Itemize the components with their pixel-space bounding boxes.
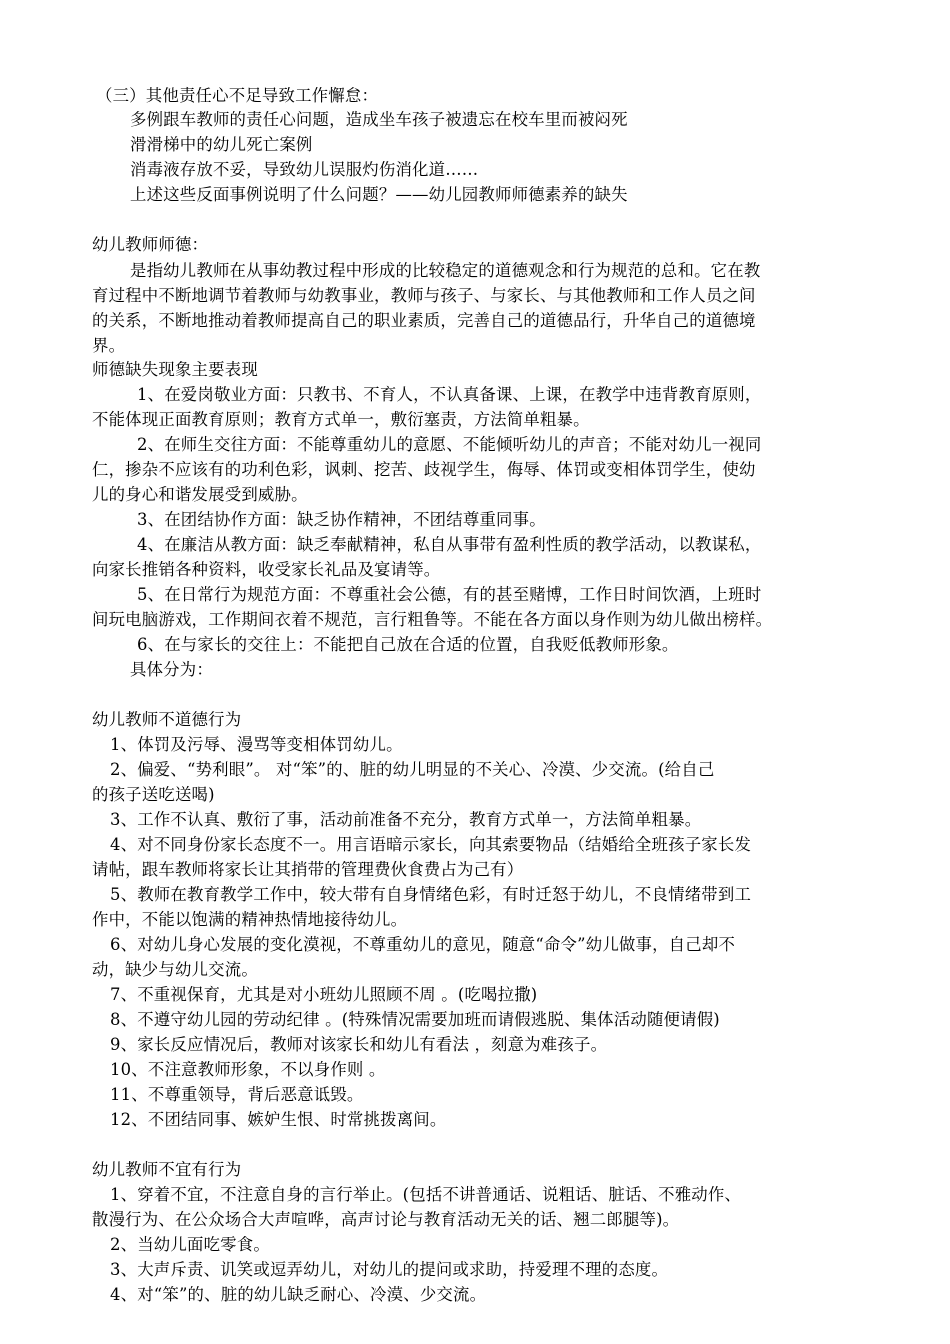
section-heading: 师德缺失现象主要表现: [92, 360, 258, 379]
list-line: 2、偏爱、“势利眼”。 对“笨”的、脏的幼儿明显的不关心、冷漠、少交流。(给自己: [110, 760, 715, 779]
paragraph-line: 的关系，不断地推动着教师提高自己的职业素质，完善自己的道德品行，升华自己的道德境: [92, 311, 756, 330]
paragraph-line: 仁，掺杂不应该有的功利色彩，讽刺、挖苦、歧视学生，侮辱、体罚或变相体罚学生，使幼: [92, 460, 756, 479]
paragraph-line: 界。: [92, 336, 126, 355]
paragraph-line: 向家长推销各种资料，收受家长礼品及宴请等。: [92, 560, 441, 579]
list-line: 12、不团结同事、嫉妒生恨、时常挑拨离间。: [110, 1110, 447, 1129]
paragraph-line: 3、在团结协作方面：缺乏协作精神，不团结尊重同事。: [137, 510, 546, 529]
paragraph-line: 6、在与家长的交往上：不能把自己放在合适的位置，自我贬低教师形象。: [137, 635, 679, 654]
list-line: 9、家长反应情况后，教师对该家长和幼儿有看法 ，刻意为难孩子。: [110, 1035, 608, 1054]
list-line: 请帖，跟车教师将家长让其捎带的管理费伙食费占为己有）: [92, 860, 524, 879]
case-line: 多例跟车教师的责任心问题，造成坐车孩子被遗忘在校车里而被闷死: [130, 110, 628, 129]
list-line: 3、工作不认真、敷衍了事，活动前准备不充分，教育方式单一，方法简单粗暴。: [110, 810, 702, 829]
list-line: 8、不遵守幼儿园的劳动纪律 。(特殊情况需要加班而请假逃脱、集体活动随便请假): [110, 1010, 720, 1029]
case-line: 滑滑梯中的幼儿死亡案例: [130, 135, 313, 154]
list-line: 的孩子送吃送喝): [92, 785, 215, 804]
list-line: 动，缺少与幼儿交流。: [92, 960, 258, 979]
list-line: 4、对不同身份家长态度不一。用言语暗示家长，向其索要物品（结婚给全班孩子家长发: [110, 835, 752, 854]
paragraph-line: 1、在爱岗敬业方面：只教书、不育人，不认真备课、上课，在教学中违背教育原则，: [137, 385, 762, 404]
paragraph-line: 间玩电脑游戏，工作期间衣着不规范，言行粗鲁等。不能在各方面以身作则为幼儿做出榜样。: [92, 610, 773, 629]
paragraph-line: 4、在廉洁从教方面：缺乏奉献精神，私自从事带有盈利性质的教学活动，以教谋私，: [137, 535, 762, 554]
paragraph-line: 不能体现正面教育原则；教育方式单一，敷衍塞责，方法简单粗暴。: [92, 410, 590, 429]
paragraph-line: 是指幼儿教师在从事幼教过程中形成的比较稳定的道德观念和行为规范的总和。它在教: [130, 261, 761, 280]
case-line: 消毒液存放不妥，导致幼儿误服灼伤消化道……: [130, 160, 479, 179]
list-line: 6、对幼儿身心发展的变化漠视，不尊重幼儿的意见，随意“命令”幼儿做事，自己却不: [110, 935, 736, 954]
list-line: 5、教师在教育教学工作中，较大带有自身情绪色彩，有时迁怒于幼儿，不良情绪带到工: [110, 885, 752, 904]
list-line: 10、不注意教师形象，不以身作则 。: [110, 1060, 386, 1079]
paragraph-line: 2、在师生交往方面：不能尊重幼儿的意愿、不能倾听幼儿的声音；不能对幼儿一视同: [137, 435, 762, 454]
list-line: 作中，不能以饱满的精神热情地接待幼儿。: [92, 910, 408, 929]
list-line: 11、不尊重领导，背后恶意诋毁。: [110, 1085, 364, 1104]
list-line: 3、大声斥责、讥笑或逗弄幼儿，对幼儿的提问或求助，持爱理不理的态度。: [110, 1260, 669, 1279]
list-line: 1、体罚及污辱、漫骂等变相体罚幼儿。: [110, 735, 403, 754]
section-heading: （三）其他责任心不足导致工作懈怠：: [96, 86, 379, 105]
list-line: 2、当幼儿面吃零食。: [110, 1235, 270, 1254]
list-line: 7、不重视保育，尤其是对小班幼儿照顾不周 。(吃喝拉撒): [110, 985, 538, 1004]
list-line: 散漫行为、在公众场合大声喧哗，高声讨论与教育活动无关的话、翘二郎腿等)。: [92, 1210, 680, 1229]
section-heading: 幼儿教师不宜有行为: [92, 1160, 242, 1179]
list-line: 4、对“笨”的、脏的幼儿缺乏耐心、冷漠、少交流。: [110, 1285, 487, 1304]
paragraph-line: 儿的身心和谐发展受到威胁。: [92, 485, 308, 504]
section-heading: 幼儿教师不道德行为: [92, 710, 242, 729]
section-heading: 幼儿教师师德：: [92, 235, 209, 254]
paragraph-line: 具体分为：: [130, 660, 213, 679]
list-line: 1、穿着不宜，不注意自身的言行举止。(包括不讲普通话、说粗话、脏话、不雅动作、: [110, 1185, 742, 1204]
paragraph-line: 5、在日常行为规范方面：不尊重社会公德，有的甚至赌博，工作日时间饮酒，上班时: [137, 585, 762, 604]
case-line: 上述这些反面事例说明了什么问题？——幼儿园教师师德素养的缺失: [130, 185, 628, 204]
paragraph-line: 育过程中不断地调节着教师与幼教事业，教师与孩子、与家长、与其他教师和工作人员之间: [92, 286, 756, 305]
